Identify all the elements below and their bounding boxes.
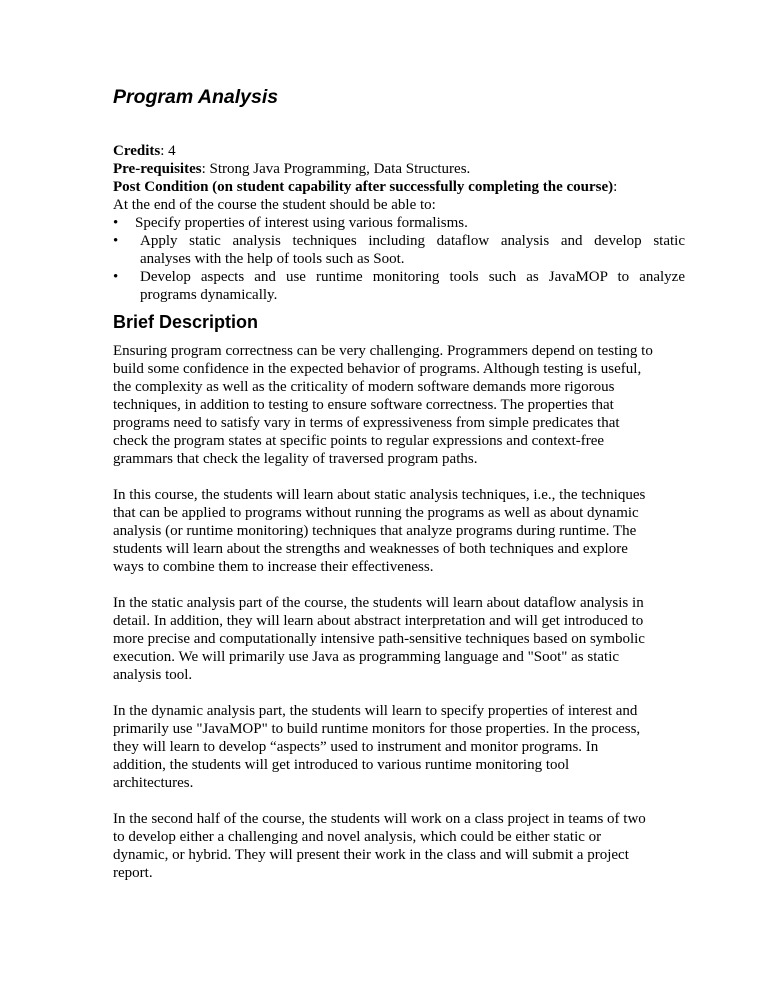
- description-paragraph: [113, 810, 693, 882]
- paragraph-line: analysis (or runtime monitoring) techniques that analyze programs during runtime. The: [113, 523, 637, 539]
- post-condition-label: Post Condition (on student capability after successfully completing the course): [113, 179, 614, 195]
- paragraph-line: students will learn about the strengths and weaknesses of both techniques and explore: [113, 541, 628, 557]
- paragraph-line: they will learn to develop “aspects” used to instrument and monitor programs. In: [113, 739, 599, 755]
- paragraph-line: report.: [113, 865, 153, 881]
- paragraph-line: primarily use "JavaMOP" to build runtime monitors for those properties. In the process,: [113, 721, 641, 737]
- intro-line: At the end of the course the student should be able to:: [113, 197, 436, 213]
- credits-value: : 4: [160, 143, 176, 159]
- paragraph-line: that can be applied to programs without running the programs as well as about dynamic: [113, 505, 639, 521]
- paragraph-line: architectures.: [113, 775, 194, 791]
- paragraph-line: techniques, in addition to testing to ensure software correctness. The properties that: [113, 397, 614, 413]
- post-condition-colon: :: [613, 179, 618, 195]
- credits-label: Credits: [113, 143, 161, 159]
- description-paragraph: [113, 486, 693, 576]
- outcome-item: [113, 214, 685, 232]
- post-condition-line: [113, 178, 685, 196]
- outcome-item: [113, 232, 685, 268]
- paragraph-line: to develop either a challenging and novel analysis, which could be either static or: [113, 829, 602, 845]
- outcome-list: [113, 214, 685, 304]
- paragraph-line: grammars that check the legality of traversed program paths.: [113, 451, 478, 467]
- description-paragraph: [113, 594, 693, 684]
- bullet-icon: •: [113, 269, 119, 285]
- paragraph-line: check the program states at specific points to regular expressions and context-free: [113, 433, 605, 449]
- outcome-text-line: Apply static analysis techniques including dataflow analysis and develop static: [140, 233, 685, 249]
- bullet-icon: •: [113, 215, 119, 231]
- prereq-line: [113, 160, 685, 178]
- paragraph-line: In the static analysis part of the course, the students will learn about dataflow analysis in: [113, 595, 644, 611]
- paragraph-line: In the second half of the course, the students will work on a class project in teams of two: [113, 811, 646, 827]
- paragraph-line: build some confidence in the expected behavior of programs. Although testing is useful,: [113, 361, 642, 377]
- description-paragraph: [113, 702, 693, 792]
- paragraph-line: programs need to satisfy vary in terms of expressiveness from simple predicates that: [113, 415, 620, 431]
- paragraph-line: more precise and computationally intensive path-sensitive techniques based on symbolic: [113, 631, 645, 647]
- description-paragraph: [113, 342, 693, 468]
- outcome-text-line: Develop aspects and use runtime monitoring tools such as JavaMOP to analyze: [140, 269, 685, 285]
- bullet-icon: •: [113, 233, 119, 249]
- outcome-text-line: programs dynamically.: [140, 287, 278, 303]
- paragraph-line: detail. In addition, they will learn about abstract interpretation and will get introduced to: [113, 613, 644, 629]
- paragraph-line: Ensuring program correctness can be very challenging. Programmers depend on testing to: [113, 343, 653, 359]
- section-heading: Brief Description: [113, 312, 259, 332]
- paragraph-line: ways to combine them to increase their effectiveness.: [113, 559, 434, 575]
- paragraph-line: analysis tool.: [113, 667, 193, 683]
- course-meta: [113, 142, 685, 304]
- paragraph-line: addition, the students will get introduced to various runtime monitoring tool: [113, 757, 570, 773]
- paragraph-line: dynamic, or hybrid. They will present their work in the class and will submit a project: [113, 847, 629, 863]
- outcome-item: [113, 268, 685, 304]
- credits-line: [113, 142, 685, 160]
- prereq-value: : Strong Java Programming, Data Structures.: [201, 161, 471, 177]
- paragraph-line: In this course, the students will learn about static analysis techniques, i.e., the techniques: [113, 487, 646, 503]
- paragraph-line: the complexity as well as the criticality of modern software demands more rigorous: [113, 379, 615, 395]
- outcome-text-line: analyses with the help of tools such as Soot.: [140, 251, 405, 267]
- paragraph-line: execution. We will primarily use Java as programming language and "Soot" as static: [113, 649, 620, 665]
- outcome-text-line: Specify properties of interest using various formalisms.: [135, 215, 468, 231]
- prereq-label: Pre-requisites: [113, 161, 202, 177]
- paragraph-line: In the dynamic analysis part, the students will learn to specify properties of interest and: [113, 703, 638, 719]
- page-title: Program Analysis: [113, 86, 279, 108]
